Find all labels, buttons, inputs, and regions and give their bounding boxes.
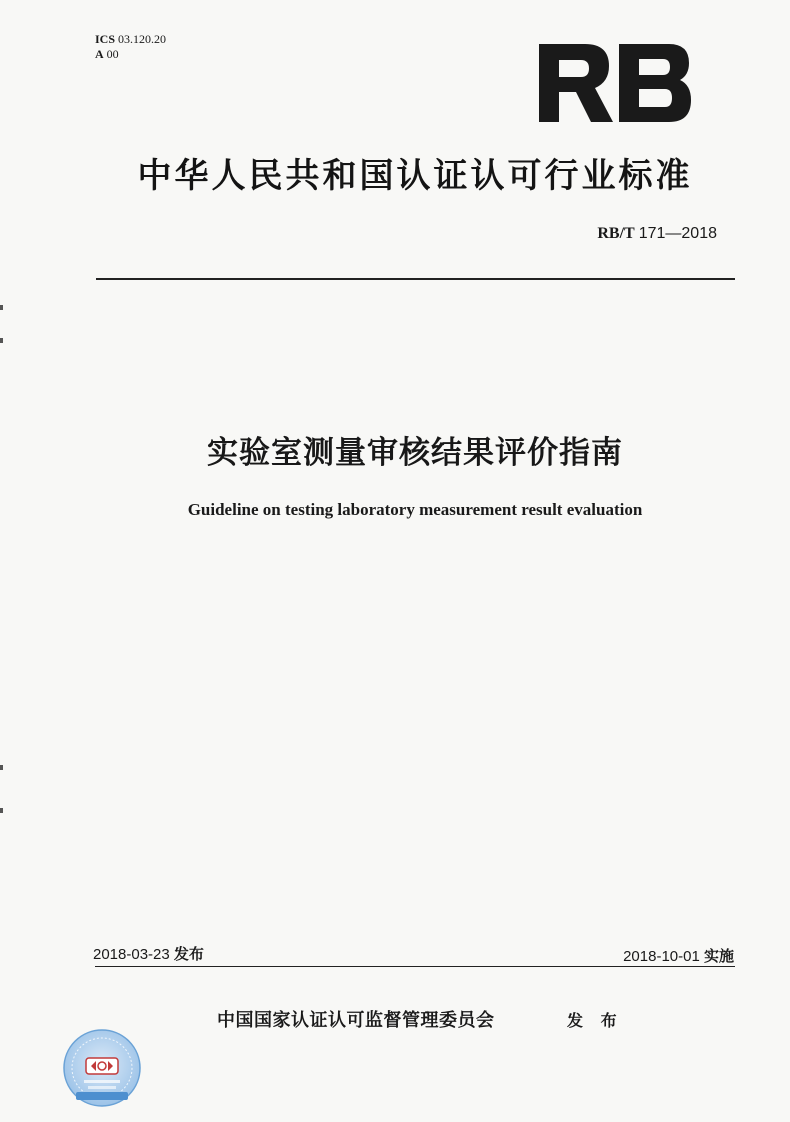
- issue-date-value: 2018-03-23: [93, 946, 170, 963]
- publisher-name: 中国国家认证认可监督管理委员会: [217, 1010, 495, 1031]
- standard-code-number: 171—2018: [638, 225, 717, 242]
- ccs-label: A: [95, 47, 104, 61]
- standard-code-prefix: RB/T: [597, 225, 635, 242]
- classification-codes: [95, 32, 166, 62]
- scan-artifact: [0, 305, 3, 310]
- implement-date-label: 实施: [703, 947, 734, 965]
- ics-label: ICS: [95, 32, 116, 46]
- rb-logo: [539, 44, 691, 122]
- anti-counterfeit-seal: [62, 1028, 142, 1108]
- publish-label: 发 布: [567, 1011, 623, 1030]
- header-divider: [96, 278, 735, 280]
- implement-date: [623, 945, 734, 966]
- document-title-cn: 实验室测量审核结果评价指南: [207, 435, 623, 471]
- ccs-code: 00: [106, 47, 119, 61]
- standard-code: [597, 225, 717, 243]
- implement-date-value: 2018-10-01: [623, 948, 700, 965]
- issue-date: [93, 943, 204, 964]
- ccs-line: [95, 47, 166, 62]
- scan-artifact: [0, 765, 3, 770]
- standard-category-title: 中华人民共和国认证认可行业标准: [137, 156, 693, 196]
- document-title-en: Guideline on testing laboratory measurement result evaluation: [187, 500, 643, 519]
- ics-line: [95, 32, 166, 47]
- scan-artifact: [0, 338, 3, 343]
- scan-artifact: [0, 808, 3, 813]
- footer-divider: [95, 966, 735, 967]
- issue-date-label: 发布: [173, 945, 204, 963]
- ics-code: 03.120.20: [118, 32, 167, 46]
